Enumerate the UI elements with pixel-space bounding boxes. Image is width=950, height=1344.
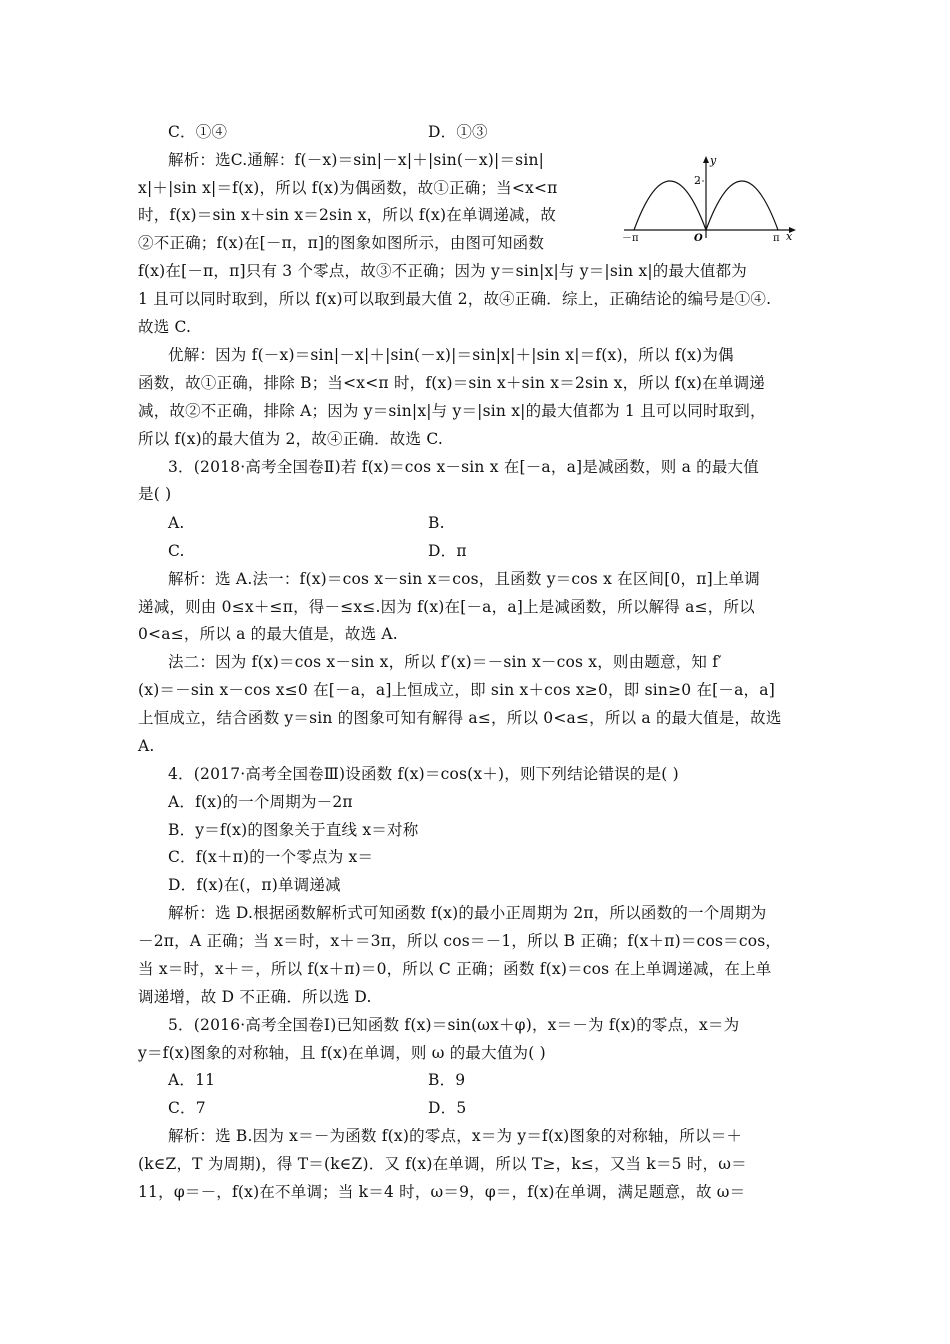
text-line: C. — [168, 542, 185, 560]
text-line: 5．(2016·高考全国卷Ⅰ)已知函数 f(x)＝sin(ωx＋φ)，x＝－为 f(x)的零点，x＝为 — [168, 1016, 740, 1034]
text-line: 4．(2017·高考全国卷Ⅲ)设函数 f(x)＝cos(x＋)，则下列结论错误的是( ) — [168, 765, 679, 783]
text-line: f(x)在[－π，π]只有 3 个零点，故③不正确；因为 y＝sin|x|与 y＝|sin x|的最大值都为 — [138, 262, 748, 280]
origin-label: O — [694, 233, 703, 242]
neg-pi-label: －π — [622, 233, 639, 242]
text-line: ②不正确；f(x)在[－π，π]的图象如图所示，由图可知函数 — [138, 234, 545, 252]
text-line: 11，φ＝－，f(x)在不单调；当 k＝4 时，ω＝9，φ＝，f(x)在单调，满足题意，故 ω＝ — [138, 1183, 746, 1201]
x-axis-label: x — [786, 230, 793, 242]
pi-label: π — [773, 233, 780, 242]
y-axis-label: y — [710, 154, 717, 167]
text-line: 时，f(x)＝sin x＋sin x＝2sin x，所以 f(x)在单调递减，故 — [138, 206, 557, 224]
text-line: 解析：选C.通解：f(－x)＝sin|－x|＋|sin(－x)|＝sin| — [168, 151, 545, 169]
text-line: B．y＝f(x)的图象关于直线 x＝对称 — [168, 821, 419, 839]
text-line: 函数，故①正确，排除 B；当<x<π 时，f(x)＝sin x＋sin x＝2sin x，所以 f(x)在单调递 — [138, 374, 765, 392]
text-line: 1 且可以同时取到，所以 f(x)可以取到最大值 2，故④正确．综上，正确结论的编号是①④. — [138, 290, 772, 308]
max-value-label: 2 — [694, 174, 701, 187]
text-line: x|＋|sin x|＝f(x)，所以 f(x)为偶函数，故①正确；当<x<π — [138, 179, 558, 197]
text-line: 上恒成立，结合函数 y＝sin 的图象可知有解得 a≤，所以 0<a≤，所以 a 的最大值是，故选 — [138, 709, 782, 727]
text-line: (k∈Z，T 为周期)，得 T＝(k∈Z)．又 f(x)在单调，所以 T≥，k≤，又当 k＝5 时，ω＝ — [138, 1155, 747, 1173]
text-line: 法二：因为 f(x)＝cos x－sin x，所以 f′(x)＝－sin x－cos x，则由题意，知 f′ — [168, 653, 722, 671]
text-line: C．f(x＋π)的一个零点为 x＝ — [168, 848, 374, 866]
curve-right — [706, 181, 778, 230]
text-line: 所以 f(x)的最大值为 2，故④正确．故选 C. — [138, 430, 443, 448]
text-line: 是( ) — [138, 485, 172, 503]
text-line: －2π，A 正确；当 x＝时，x＋＝3π，所以 cos＝－1，所以 B 正确；f(x＋π)＝cos＝cos， — [138, 932, 782, 950]
text-line: 故选 C. — [138, 318, 192, 336]
text-line: y＝f(x)图象的对称轴，且 f(x)在单调，则 ω 的最大值为( ) — [138, 1044, 546, 1062]
text-line: 减，故②不正确，排除 A；因为 y＝sin|x|与 y＝|sin x|的最大值都为 1 且可以同时取到， — [138, 402, 766, 420]
y-axis-arrow — [703, 156, 709, 163]
text-line: 递减，则由 0≤x＋≤π，得－≤x≤.因为 f(x)在[－a，a]上是减函数，所以解得 a≤，所以 — [138, 598, 755, 616]
text-line: C．①④ — [168, 123, 228, 141]
text-line: C．7 — [168, 1099, 206, 1117]
function-graph — [620, 152, 800, 242]
text-line: D．5 — [428, 1099, 467, 1117]
text-line: 解析：选 A.法一：f(x)＝cos x－sin x＝cos，且函数 y＝cos x 在区间[0，π]上单调 — [168, 570, 760, 588]
text-line: (x)＝－sin x－cos x≤0 在[－a，a]上恒成立，即 sin x＋cos x≥0，即 sin≥0 在[－a，a] — [138, 681, 775, 699]
text-line: B. — [428, 514, 445, 532]
text-line: A. — [138, 737, 155, 755]
text-line: 解析：选 D.根据函数解析式可知函数 f(x)的最小正周期为 2π，所以函数的一个周期为 — [168, 904, 767, 922]
text-line: 0<a≤，所以 a 的最大值是，故选 A. — [138, 625, 398, 643]
text-line: 解析：选 B.因为 x＝－为函数 f(x)的零点，x＝为 y＝f(x)图象的对称轴，所以＝＋ — [168, 1127, 743, 1145]
text-line: D．f(x)在(，π)单调递减 — [168, 876, 341, 894]
text-line: 调递增，故 D 不正确．所以选 D. — [138, 988, 372, 1006]
curve-left — [634, 181, 706, 230]
text-line: A．f(x)的一个周期为－2π — [168, 793, 353, 811]
text-line: D．①③ — [428, 123, 488, 141]
text-line: 当 x＝时，x＋＝，所以 f(x＋π)＝0，所以 C 正确；函数 f(x)＝cos 在上单调递减，在上单 — [138, 960, 772, 978]
text-line: 3．(2018·高考全国卷Ⅱ)若 f(x)＝cos x－sin x 在[－a，a]是减函数，则 a 的最大值 — [168, 458, 759, 476]
text-line: B．9 — [428, 1071, 466, 1089]
text-line: A. — [168, 514, 185, 532]
text-line: 优解：因为 f(－x)＝sin|－x|＋|sin(－x)|＝sin|x|＋|sin x|＝f(x)，所以 f(x)为偶 — [168, 346, 734, 364]
text-line: A．11 — [168, 1071, 216, 1089]
text-line: D．π — [428, 542, 467, 560]
